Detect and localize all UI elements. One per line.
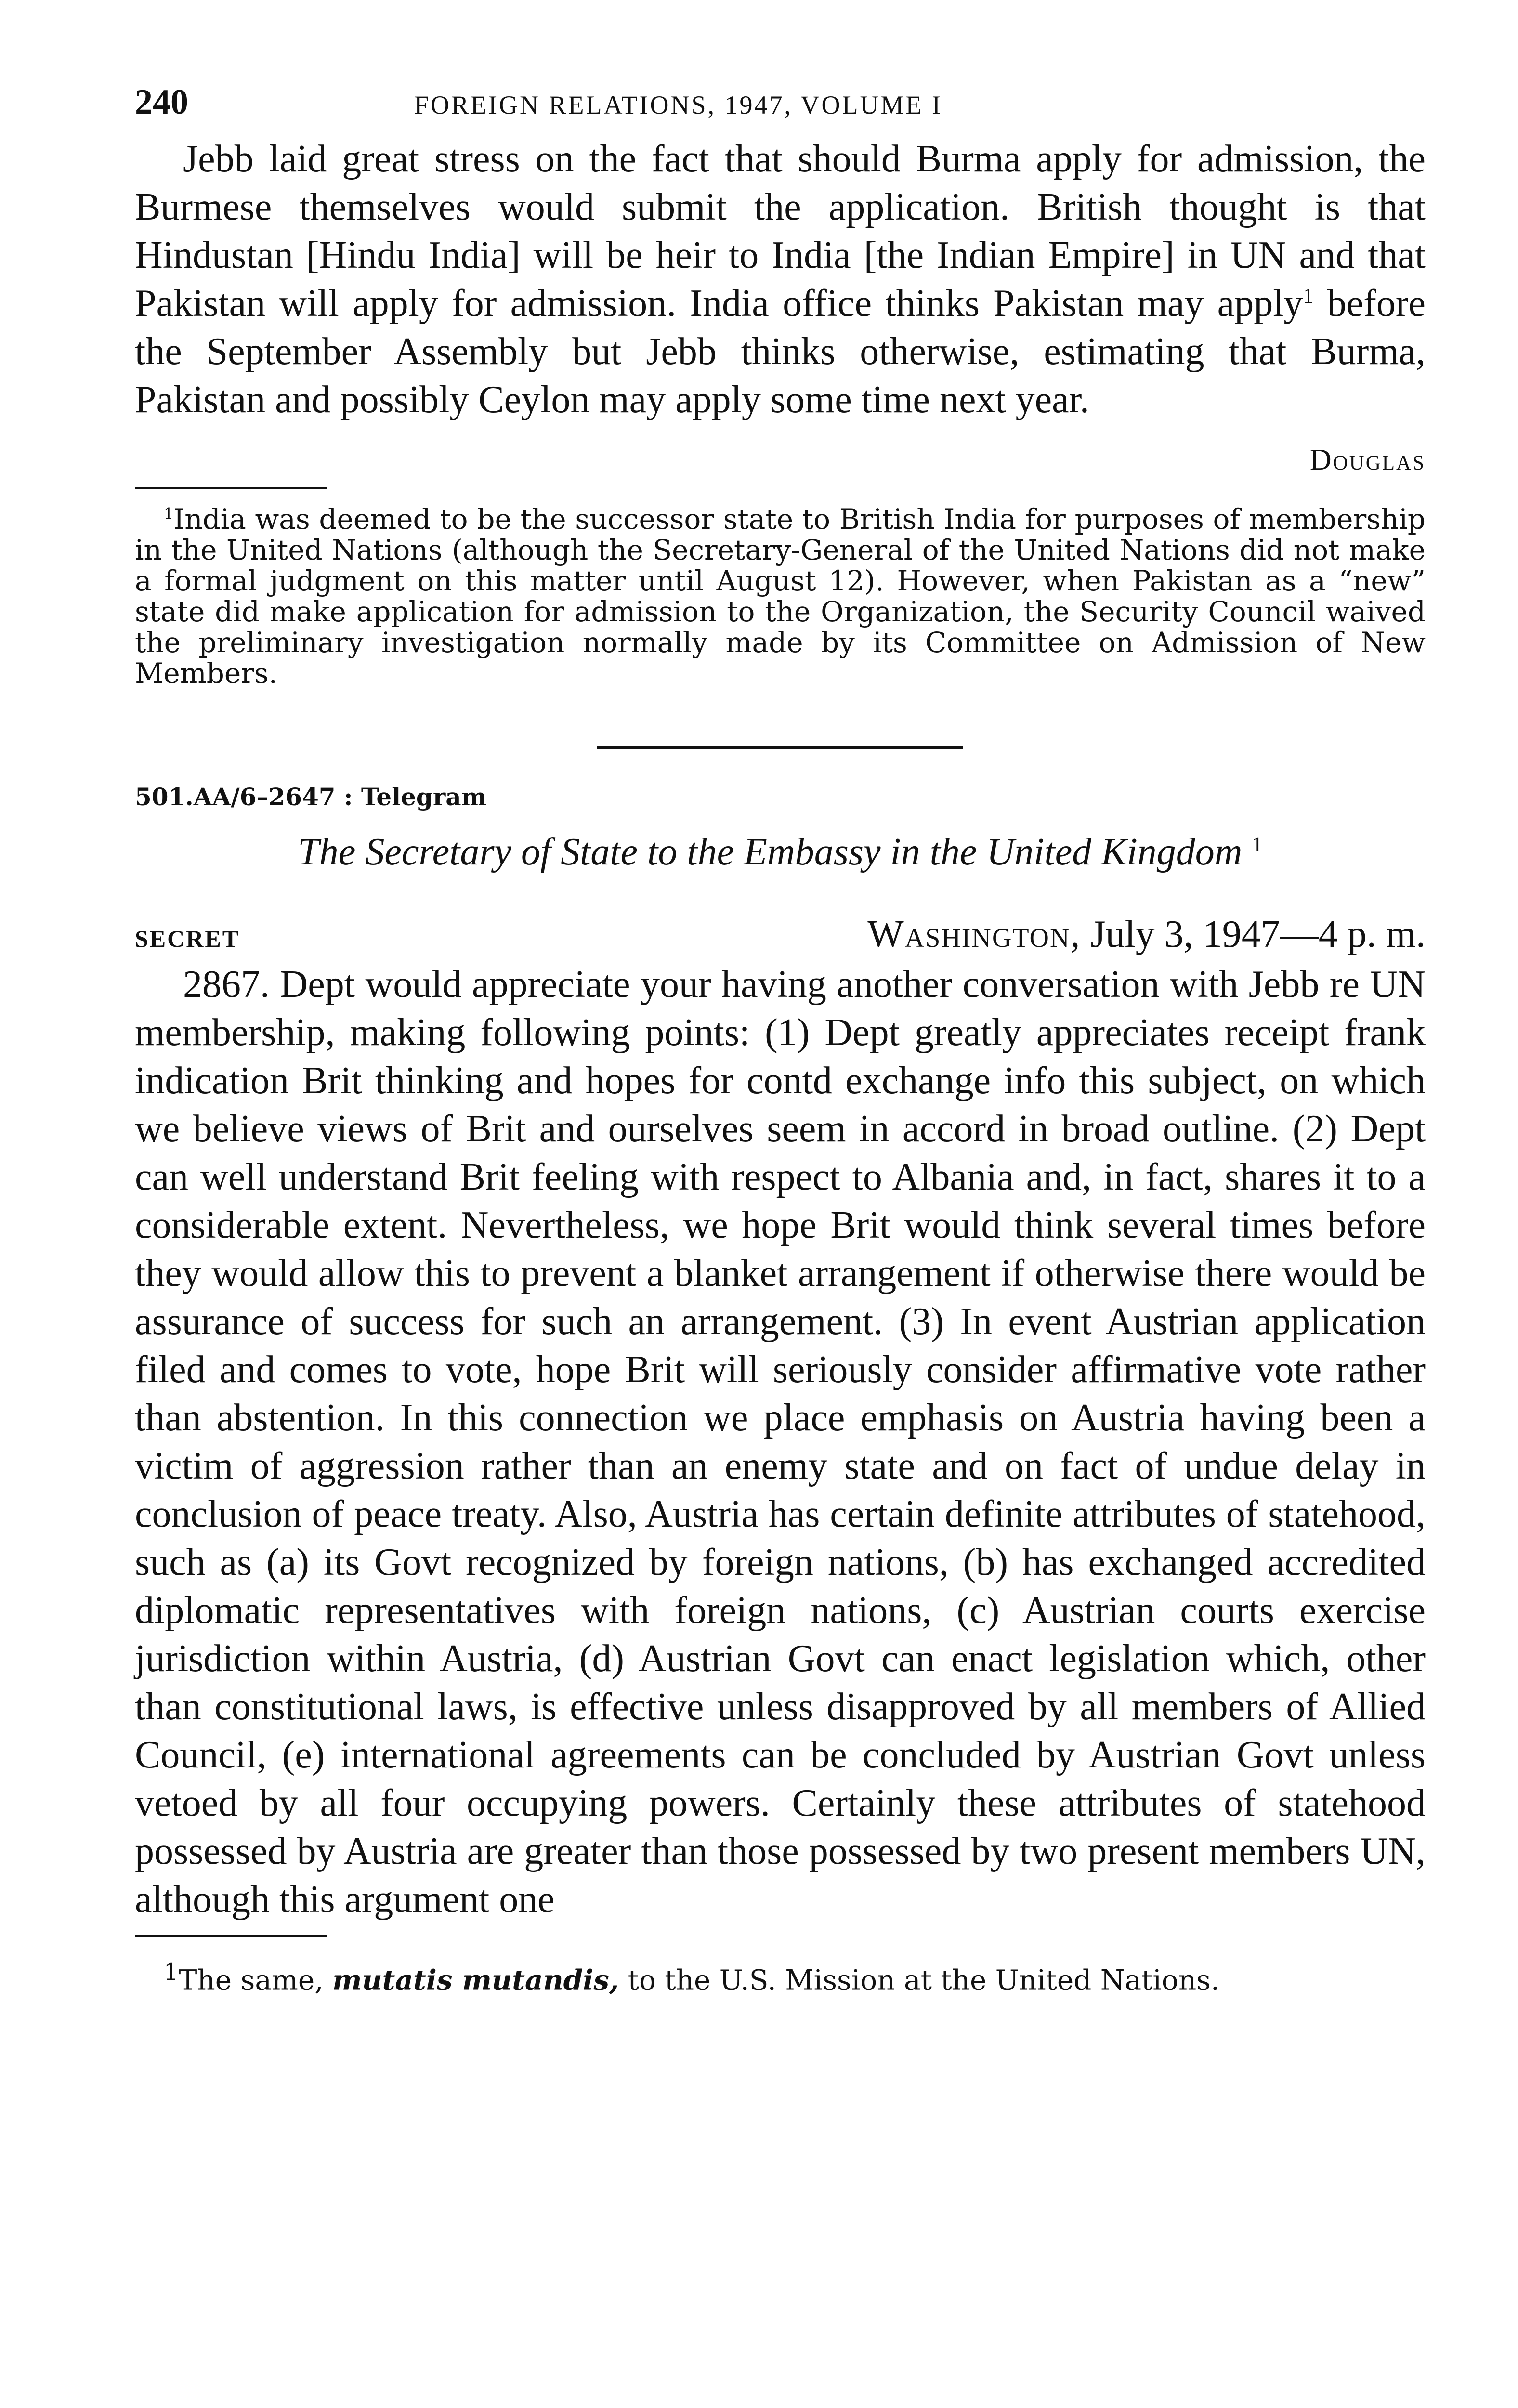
telegram-body: 2867. Dept would appreciate your having another conversation with Jebb re UN membership, making following points: (1) Dept greatly appreciates receipt frank indication Brit thinking and hopes for contd exchange info this subject, on which we believe views of Brit and ourselves seem in accord in broad outline. (2) Dept can well understand Brit feeling with respect to Albania and, in fact, shares it to a considerable extent. Nevertheless, we hope Brit would think several times before they would allow this to prevent a blanket arrangement if otherwise there would be assurance of success for such an arrangement. (3) In event Austrian application filed and comes to vote, hope Brit will seriously consider affirmative vote rather than abstention. In this connection we place emphasis on Austria having been a victim of aggression rather than an enemy state and on fact of undue delay in conclusion of peace treaty. Also, Austria has certain definite attributes of statehood, such as (a) its Govt recognized by foreign nations, (b) has exchanged accredited diplomatic representatives with foreign nations, (c) Austrian courts exercise jurisdiction within Austria, (d) Austrian Govt can enact legislation which, other than constitutional laws, is effective unless disapproved by all members of Allied Council, (e) international agreements can be concluded by Austrian Govt unless vetoed by all four occupying powers. Certainly these attributes of statehood possessed by Austria are greater than those possessed by two present members UN, although this argument one [135,963,1426,1921]
footnote-2 [135,1957,1426,1995]
classification: SECRET [135,925,240,952]
document-heading [135,830,1426,874]
place-date [867,913,1426,956]
section-divider [597,746,963,749]
footnote-rule-2 [135,1935,327,1937]
footnote-2-marker: 1 [164,1959,179,1986]
heading-footnote-marker: 1 [1252,832,1263,856]
page-number: 240 [135,82,188,122]
date: July 3, 1947—4 p. m. [1081,913,1426,955]
document-heading-text: The Secretary of State to the Embassy in the United Kingdom [298,831,1243,873]
footnote-1 [135,504,1426,689]
footnote-rule [135,487,327,489]
file-reference: 501.AA/6–2647 : Telegram [135,783,487,811]
running-head-title: FOREIGN RELATIONS, 1947, VOLUME I [414,91,942,119]
signature: Douglas [1309,444,1426,476]
footnote-1-text: India was deemed to be the successor state to British India for purposes of membership in the United Nations (although the Secretary-General of the United Nations did not make a formal judgment on this matter until August 12). However, when Pakistan as a “new” state did make application for admission to the Organization, the Security Council waived the preliminary investigation normally made by its Committee on Admission of New Members. [135,503,1426,690]
running-head [135,82,1426,135]
footnote-marker: 1 [1303,284,1314,308]
continued-text-part1: Jebb laid great stress on the fact that should Burma apply for admission, the Burmese themselves would submit the application. British thought is that Hindustan [Hindu India] will be heir to India [the Indian Empire] in UN and that Pakistan will apply for admission. India office thinks Pakistan may apply [135,138,1426,325]
footnote-2-italic: mutatis mutandis, [332,1963,619,1997]
footnote-2-suffix: to the U.S. Mission at the United Nations. [619,1963,1220,1997]
continued-paragraph [135,135,1426,424]
place: Washington, [867,913,1081,955]
dateline [135,913,1426,956]
document-page [135,82,1426,1995]
footnote-2-prefix: The same, [178,1963,333,1997]
footnote-1-marker: 1 [164,504,174,523]
continued-text-part2: before the September Assembly but Jebb thinks otherwise, estimating that Burma, Pakistan and possibly Ceylon may apply some time next year. [135,282,1426,421]
